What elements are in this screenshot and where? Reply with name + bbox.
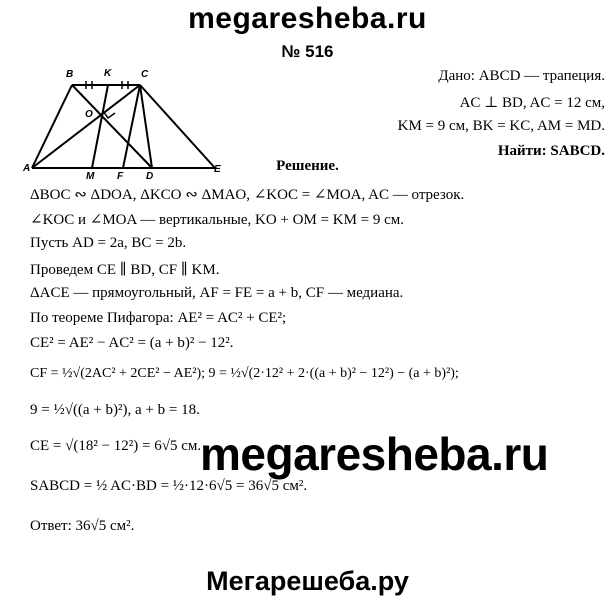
solution-line-11: SABCD = ½ AC·BD = ½·12·6√5 = 36√5 см². (30, 478, 308, 494)
problem-number: № 516 (281, 42, 334, 61)
solution-line-8: CF = ½√(2AC² + 2CE² − AE²); 9 = ½√(2·12² + 2·((a + b)² − 12²) − (a + b)²); (30, 366, 459, 381)
solution-line-3: Пусть AD = 2a, BC = 2b. (30, 235, 187, 251)
label-e: E (214, 164, 221, 175)
solution-line-2: ∠KOC и ∠MOA — вертикальные, KO + OM = KM = 9 см. (30, 212, 405, 228)
given-line-1: Дано: ABCD — трапеция. (438, 68, 605, 84)
solution-line-10: CE = √(18² − 12²) = 6√5 см. (30, 438, 202, 454)
label-d: D (146, 171, 154, 182)
solution-line-7: CE² = AE² − AC² = (a + b)² − 12². (30, 335, 234, 351)
segment-km (92, 85, 108, 168)
watermark-top: megaresheba.ru (188, 2, 427, 35)
solution-line-4: Проведем CE ∥ BD, CF ∥ KM. (30, 262, 220, 278)
solution-line-9: 9 = ½√((a + b)²), a + b = 18. (30, 402, 200, 418)
side-ce (140, 85, 215, 168)
given-line-4: Найти: SABCD. (497, 143, 605, 159)
label-b: B (66, 69, 74, 80)
label-c: C (141, 69, 149, 80)
watermark-bottom: Мегарешеба.ру (206, 566, 409, 596)
label-f: F (117, 171, 124, 182)
diagonal-ac (32, 85, 140, 168)
solution-heading: Решение. (276, 158, 339, 174)
given-line-3: KM = 9 см, BK = KC, AM = MD. (397, 118, 605, 134)
answer-line: Ответ: 36√5 см². (30, 518, 135, 534)
side-ab (32, 85, 72, 168)
solution-line-6: По теореме Пифагора: AE² = AC² + CE²; (30, 310, 287, 326)
label-k: K (104, 68, 112, 79)
watermark-middle: megaresheba.ru (200, 428, 549, 480)
diagonal-bd (72, 85, 152, 168)
segment-cf (123, 85, 140, 168)
label-m: M (86, 171, 95, 182)
given-line-2: AC ⊥ BD, AC = 12 см, (459, 95, 605, 111)
solution-line-1: ΔBOC ∾ ΔDOA, ΔKCO ∾ ΔMAO, ∠KOC = ∠MOA, AC — отрезок. (30, 187, 465, 203)
solution-line-5: ΔACE — прямоугольный, AF = FE = a + b, CF — медиана. (30, 285, 404, 301)
label-o: O (85, 109, 93, 120)
label-a: A (23, 163, 31, 174)
